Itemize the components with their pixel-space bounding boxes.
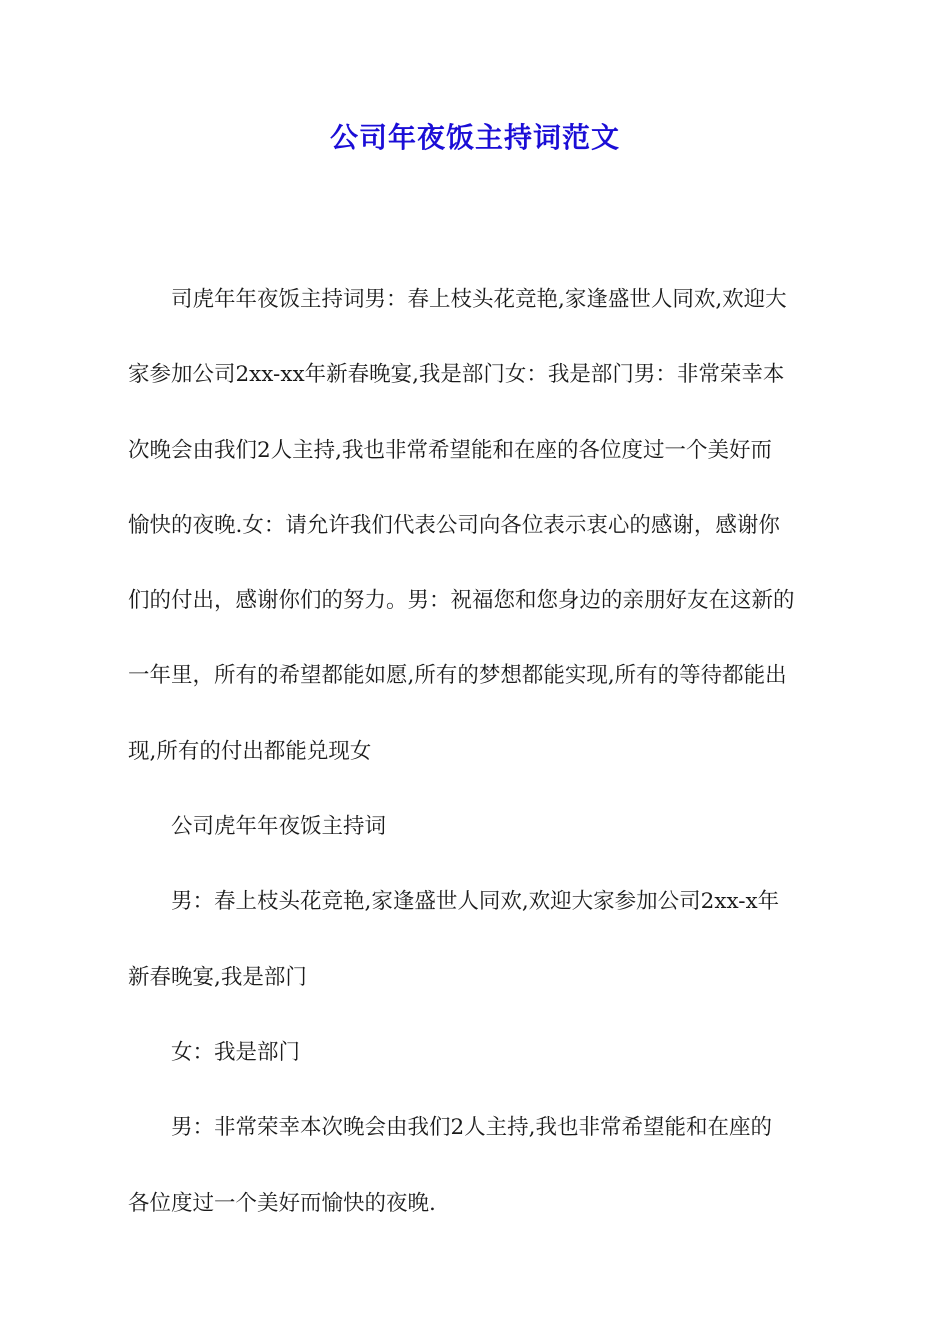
paragraph-female-intro xyxy=(128,1015,828,1090)
text-line: 公司虎年年夜饭主持词 xyxy=(171,814,387,840)
text-line: 男：非常荣幸本次晚会由我们2人主持,我也非常希望能和在座的 xyxy=(171,1115,773,1141)
text-line: 愉快的夜晚.女：请允许我们代表公司向各位表示衷心的感谢，感谢你 xyxy=(128,512,780,538)
text-line: 男：春上枝头花竞艳,家逢盛世人同欢,欢迎大家参加公司2xx-x年 xyxy=(171,889,780,915)
text-line: 新春晚宴,我是部门 xyxy=(128,964,307,990)
text-line: 次晚会由我们2人主持,我也非常希望能和在座的各位度过一个美好而 xyxy=(128,437,773,463)
text-line: 现,所有的付出都能兑现女 xyxy=(128,738,372,764)
document-title: 公司年夜饭主持词范文 xyxy=(329,121,620,154)
text-line: 们的付出，感谢你们的努力。男：祝福您和您身边的亲朋好友在这新的 xyxy=(128,588,795,614)
text-line: 女：我是部门 xyxy=(171,1039,301,1065)
document-body xyxy=(128,262,828,1241)
text-line: 各位度过一个美好而愉快的夜晚. xyxy=(128,1190,436,1216)
paragraph-intro xyxy=(128,262,828,789)
paragraph-male-opening xyxy=(128,864,828,1015)
paragraph-subtitle xyxy=(128,789,828,864)
paragraph-male-honor xyxy=(128,1090,828,1241)
text-line: 家参加公司2xx-xx年新春晚宴,我是部门女：我是部门男：非常荣幸本 xyxy=(128,362,785,388)
text-line: 一年里，所有的希望都能如愿,所有的梦想都能实现,所有的等待都能出 xyxy=(128,663,787,689)
text-line: 司虎年年夜饭主持词男：春上枝头花竞艳,家逢盛世人同欢,欢迎大 xyxy=(171,287,787,312)
